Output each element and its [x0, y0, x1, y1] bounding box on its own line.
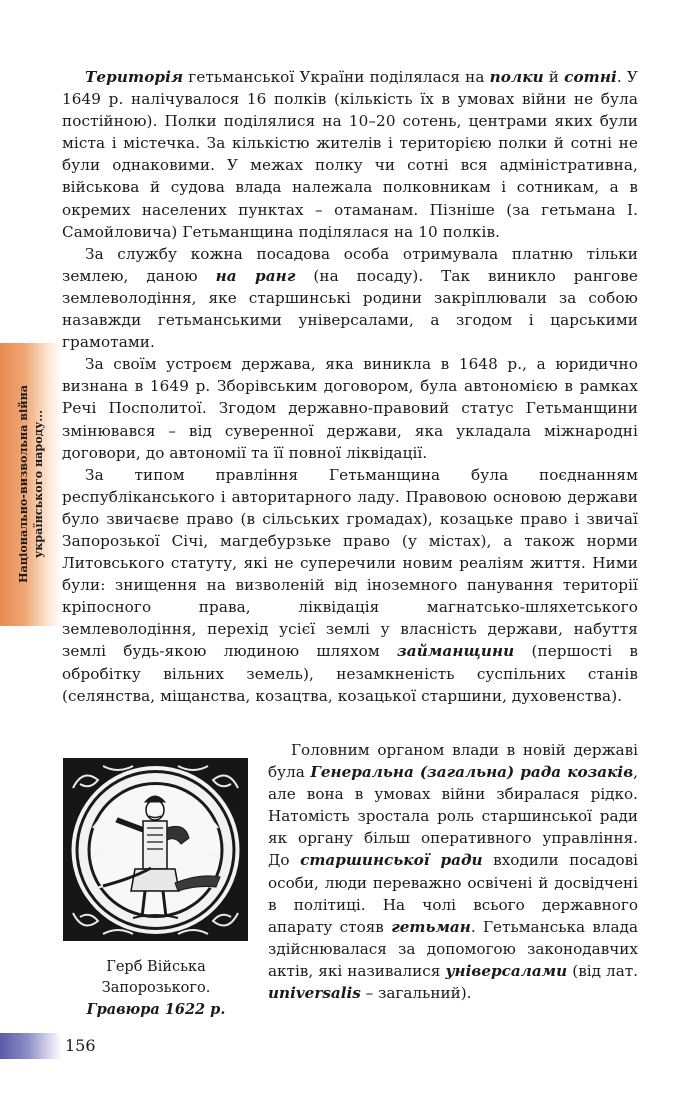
text-segment: . У 1649 р. налічувалося 16 полків (кількість їх в умовах війни не була постійною). Полки поділялися на 10–20 сотень, центрами яких були міста і містечка. За кількістю жителів і територією полки й сотні не були однаковими. У межах полку чи сотні вся адміністративна, військова й судова влада належала полковникам і сотникам, а в окремих населених пунктах – отаманам. Пізніше (за гетьмана І. Самойловича) Гетьманщина поділялася на 10 полків.: [62, 68, 638, 241]
chapter-title-line2: українського народу...: [31, 410, 45, 558]
text-segment: гетьманської України поділялася на: [183, 68, 490, 86]
paragraph-service: [62, 243, 638, 353]
term-zaimanshchyna: займанщини: [396, 642, 515, 661]
caption-line-2: Запорозького.: [101, 980, 211, 996]
caption-engraving-year: Гравюра 1622 р.: [86, 1001, 226, 1018]
right-text-column: [268, 739, 638, 1004]
text-segment: , але вона в умовах війни збиралася рідко. Натомість зростала роль старшинської ради як органу більш оперативного управління. До: [268, 763, 638, 870]
term-hetman: гетьман: [391, 917, 471, 936]
text-segment: входили посадові особи, люди переважно освічені й досвідчені в політиці. На чолі всього державного апарату стояв: [268, 851, 638, 936]
figure-caption: [60, 957, 252, 1020]
term-hundreds: сотні: [564, 68, 617, 86]
term-universalis: universalis: [268, 984, 361, 1003]
text-segment: (на посаду). Так виникло рангове землеволодіння, яке старшинські родини закріплювали за собою назавжди гетьманськими універсалами, а згодом і царськими грамотами.: [62, 266, 638, 352]
term-elders-council: старшинської ради: [300, 851, 483, 870]
text-segment: (першості в обробітку вільних земель), незамкненість суспільних станів (селянства, міщанства, козацтва, козацької старшини, духовенства).: [62, 642, 638, 705]
text-segment: За службу кожна посадова особа отримувала платню тільки землею, даною: [62, 244, 638, 285]
term-universals: універсалами: [445, 961, 568, 980]
text-segment: (від лат.: [567, 961, 638, 980]
chapter-title: [16, 343, 46, 626]
chapter-title-line1: Національно-визвольна війна: [16, 384, 30, 584]
paragraph-governance: [62, 464, 638, 707]
paragraph-structure: [62, 353, 638, 463]
text-segment: . Гетьманська влада здійснювалася за допомогою законодавчих актів, які називалися: [268, 917, 639, 980]
chapter-side-tab: [0, 343, 62, 626]
caption-line-1: Герб Війська: [106, 959, 206, 975]
cossack-engraving-icon: [63, 758, 248, 941]
figure-coat-of-arms: [63, 758, 248, 941]
term-general-council: Генеральна (загальна) рада козаків: [310, 763, 634, 782]
paragraph-authority: [268, 739, 638, 1004]
term-na-rang: на ранг: [215, 266, 296, 285]
term-territory: Територія: [85, 68, 184, 86]
text-segment: За своїм устроєм держава, яка виникла в 1648 р., а юридично визнана в 1649 р. Зборівським договором, була автономією в рамках Речі Посполитої. Згодом державно-правовий статус Гетьманщини змінювався – від суверенної держави, яка укладала міжнародні договори, до автономії та її повної ліквідації.: [62, 355, 638, 462]
text-segment: Головним органом влади в новій державі була: [268, 741, 638, 782]
text-segment: За типом правління Гетьманщина була поєднанням республіканського і авторитарного ладу. Правовою основою держави було звичаєве право (в сільських громадах), козацьке право і звичаї Запорозької Січі, магдебурзьке право (у містах), а також норми Литовського статуту, які не суперечили новим реаліям життя. Ними були: знищення на визволеній від іноземного панування території кріпосного права, ліквідація магнатсько-шляхетського землеволодіння, перехід усієї землі у власність держави, набуття землі будь-якою людиною шляхом: [62, 465, 638, 661]
text-segment: й: [543, 68, 565, 86]
main-text-column: [62, 66, 638, 707]
term-regiments: полки: [489, 68, 544, 86]
page-number: 156: [65, 1036, 96, 1055]
page-number-bar: [0, 1033, 62, 1059]
text-segment: – загальний).: [360, 984, 472, 1003]
paragraph-territory: [62, 66, 638, 243]
